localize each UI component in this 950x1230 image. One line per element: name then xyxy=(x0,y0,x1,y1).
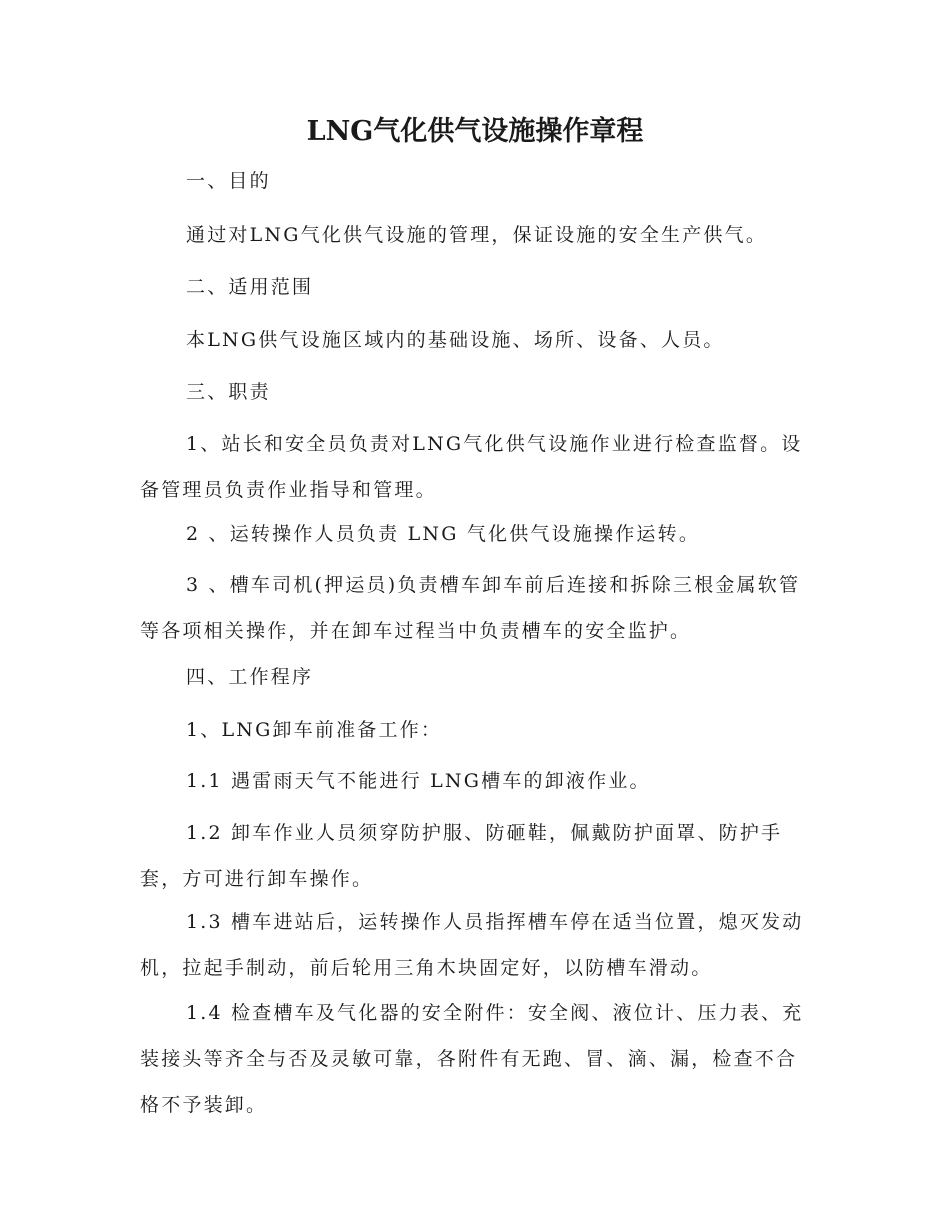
paragraph-purpose: 通过对LNG气化供气设施的管理，保证设施的安全生产供气。 xyxy=(186,224,768,246)
section-heading-purpose: 一、目的 xyxy=(186,170,271,192)
paragraph-step-1-1: 1.1 遇雷雨天气不能进行 LNG槽车的卸液作业。 xyxy=(186,770,651,792)
paragraph-step-1-2: 1.2 卸车作业人员须穿防护服、防砸鞋，佩戴防护面罩、防护手套，方可进行卸车操作。 xyxy=(140,822,783,890)
paragraph-responsibility-2: 2 、运转操作人员负责 LNG 气化供气设施操作运转。 xyxy=(186,523,701,545)
document-title: LNG气化供气设施操作章程 xyxy=(306,116,644,147)
paragraph-step-1: 1、LNG卸车前准备工作： xyxy=(186,719,443,741)
section-heading-scope: 二、适用范围 xyxy=(186,276,314,298)
paragraph-scope: 本LNG供气设施区域内的基础设施、场所、设备、人员。 xyxy=(186,329,725,351)
paragraph-step-1-4: 1.4 检查槽车及气化器的安全附件：安全阀、液位计、压力表、充装接头等齐全与否及灵敏可靠，各附件有无跑、冒、滴、漏，检查不合格不予装卸。 xyxy=(140,1002,804,1116)
paragraph-responsibility-1: 1、站长和安全员负责对LNG气化供气设施作业进行检查监督。设备管理员负责作业指导和管理。 xyxy=(140,433,803,501)
paragraph-responsibility-3: 3 、槽车司机(押运员)负责槽车卸车前后连接和拆除三根金属软管等各项相关操作，并在卸车过程当中负责槽车的安全监护。 xyxy=(140,574,801,642)
section-heading-responsibilities: 三、职责 xyxy=(186,381,271,403)
paragraph-step-1-3: 1.3 槽车进站后，运转操作人员指挥槽车停在适当位置，熄灭发动机，拉起手制动，前后轮用三角木块固定好，以防槽车滑动。 xyxy=(140,911,804,979)
section-heading-procedure: 四、工作程序 xyxy=(186,666,314,688)
